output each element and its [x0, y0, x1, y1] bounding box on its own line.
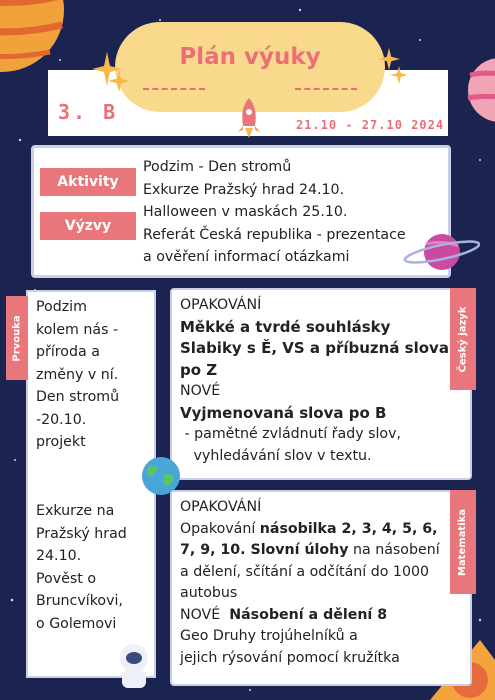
prvouka-block-2 [36, 500, 127, 635]
activity-line: Podzim - Den stromů [143, 159, 292, 175]
text-line: projekt [36, 434, 86, 450]
czech-tab [450, 288, 476, 390]
text-line: Den stromů [36, 389, 120, 405]
challenges-tag: Výzvy [40, 212, 136, 240]
czech-content [180, 295, 449, 467]
ringed-planet-icon [402, 228, 480, 276]
title-dash-left [143, 88, 205, 90]
text-span: Opakování [180, 520, 260, 537]
activities-tag: Aktivity [40, 168, 136, 196]
text-span: 7, 9, 10. Slovní úlohy [180, 542, 349, 558]
activities-list [143, 156, 406, 269]
prvouka-tab [6, 296, 28, 380]
astronaut-icon [110, 640, 158, 692]
text-line: a dělení, sčítání a odčítání do 1000 [180, 563, 430, 580]
review-label: OPAKOVÁNÍ [180, 297, 262, 313]
math-content [180, 497, 440, 669]
text-line: -20.10. [36, 411, 87, 428]
prvouka-tab-label: Prvouka [11, 314, 23, 362]
text-line: jejich rýsování pomocí kružítka [180, 649, 400, 666]
text-line: kolem nás - [36, 321, 119, 338]
text-line: Měkké a tvrdé souhlásky [180, 317, 391, 336]
text-line: Pražský hrad [36, 525, 127, 542]
date-range: 21.10 - 27.10 2024 [296, 118, 445, 132]
sparkle-icon [108, 70, 130, 92]
czech-tab-label: Český jazyk [457, 306, 469, 372]
class-label: 3. B [58, 100, 119, 124]
sparkle-icon [390, 66, 408, 84]
activity-line: a ověření informací otázkami [143, 249, 350, 265]
activity-line: Halloween v maskách 25.10. [143, 204, 348, 220]
text-line: po Z [180, 360, 218, 379]
text-line: Exkurze na [36, 503, 115, 519]
text-line: 24.10. [36, 548, 82, 564]
page-title: Plán výuky [179, 44, 321, 70]
activity-line: Referát Česká republika - prezentace [143, 226, 406, 243]
text-line: Vyjmenovaná slova po B [180, 403, 387, 422]
text-line: Geo Druhy trojúhelníků a [180, 628, 358, 644]
math-tab-label: Matematika [457, 508, 469, 576]
text-line: autobus [180, 585, 238, 601]
text-line: změny v ní. [36, 366, 119, 383]
review-label: OPAKOVÁNÍ [180, 499, 262, 515]
prvouka-block-1 [36, 296, 119, 454]
rocket-icon [238, 98, 260, 140]
text-line: Pověst o [36, 570, 96, 587]
math-tab [450, 490, 476, 594]
title-dash-right [295, 88, 357, 90]
text-line: Podzim [36, 299, 87, 315]
text-line: - pamětné zvládnutí řady slov, [180, 426, 402, 442]
new-label: NOVÉ [180, 383, 221, 399]
text-line: vyhledávání slov v textu. [180, 447, 372, 464]
text-line: Bruncvíkovi, [36, 593, 123, 609]
activity-line: Exkurze Pražský hrad 24.10. [143, 181, 345, 198]
text-span: násobilka 2, 3, 4, 5, 6, [259, 520, 438, 537]
text-line: příroda a [36, 344, 100, 360]
text-line: o Golemovi [36, 615, 117, 632]
text-line: Slabiky s Ě, VS a příbuzná slova [180, 339, 449, 357]
text-span: na násobení [348, 542, 440, 558]
new-label: NOVÉ [180, 606, 230, 623]
text-span: Násobení a dělení 8 [229, 606, 388, 623]
